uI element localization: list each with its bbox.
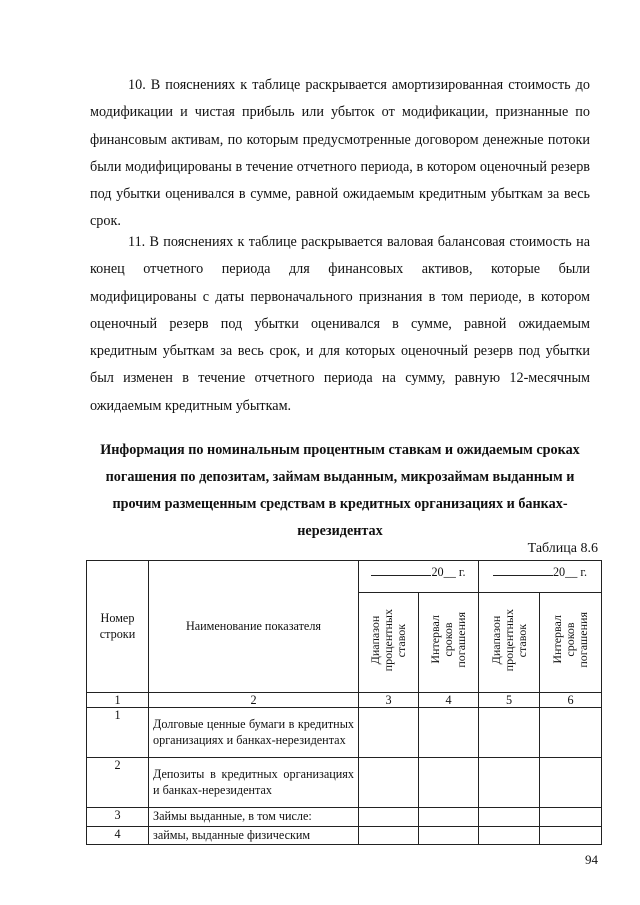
table-row: [87, 708, 602, 758]
header-period-2: [479, 561, 602, 593]
cell: [479, 808, 540, 827]
column-index-row: [87, 693, 602, 708]
row-number: 2: [87, 758, 149, 808]
cell: [540, 826, 602, 845]
paragraph-11: 11. В пояснениях к таблице раскрывается валовая балансовая стоимость на конец отчетного периода для финансовых активов, которые были модифицированы с даты первоначального признания в том периоде, в котором оценочный резерв под убытки оценивался в сумме, равной ожидаемым кредитным убыткам за весь срок, и для которых оценочный резерв под убытки был изменен в течение отчетного периода на сумму, равную 12-месячным ожидаемым кредитным убыткам.: [90, 234, 590, 414]
table-row: [87, 808, 602, 827]
cell: [359, 708, 419, 758]
cell: [359, 758, 419, 808]
row-name: Депозиты в кредитных организациях и банках-нерезидентах: [149, 758, 359, 808]
cell: [419, 758, 479, 808]
table-row: [87, 826, 602, 845]
table-heading: Информация по номинальным процентным ставкам и ожидаемым сроках погашения по депозитам, займам выданным, микрозаймам выданным и прочим размещенным средствам в кредитных организациях и банках-нерезидентах: [100, 442, 580, 539]
row-name: займы, выданные физическим: [149, 826, 359, 845]
row-name: Займы выданные, в том числе:: [149, 808, 359, 827]
header-rate-range-2: [479, 593, 540, 693]
column-index: 4: [419, 693, 479, 708]
column-index: 5: [479, 693, 540, 708]
cell: [479, 826, 540, 845]
column-index: 6: [540, 693, 602, 708]
header-maturity-1-text: Интервал сроков погашения: [428, 612, 468, 669]
period-blank-2: [493, 562, 553, 576]
period-blank-1: [371, 562, 431, 576]
column-index: 3: [359, 693, 419, 708]
header-maturity-2: [540, 593, 602, 693]
cell: [419, 826, 479, 845]
header-row-number: Номер строки: [87, 561, 149, 693]
header-maturity-1: [419, 593, 479, 693]
row-number: 4: [87, 826, 149, 845]
page-number: 94: [585, 852, 598, 867]
cell: [419, 708, 479, 758]
header-period-1: [359, 561, 479, 593]
row-name: Долговые ценные бумаги в кредитных организациях и банках-нерезидентах: [149, 708, 359, 758]
cell: [359, 808, 419, 827]
header-indicator-name: Наименование показателя: [149, 561, 359, 693]
cell: [479, 708, 540, 758]
column-index: 1: [87, 693, 149, 708]
cell: [540, 708, 602, 758]
period-suffix-1: 20__ г.: [431, 565, 466, 579]
row-number: 3: [87, 808, 149, 827]
table-row: [87, 758, 602, 808]
cell: [359, 826, 419, 845]
cell: [540, 808, 602, 827]
column-index: 2: [149, 693, 359, 708]
cell: [419, 808, 479, 827]
header-rate-range-1-text: Диапазон процентных ставок: [368, 609, 408, 672]
interest-rates-table: [86, 560, 602, 845]
cell: [479, 758, 540, 808]
cell: [540, 758, 602, 808]
table-caption: Таблица 8.6: [527, 541, 598, 556]
header-rate-range-2-text: Диапазон процентных ставок: [488, 609, 529, 672]
header-maturity-2-text: Интервал сроков погашения: [550, 612, 590, 669]
row-number: 1: [87, 708, 149, 758]
paragraph-10: 10. В пояснениях к таблице раскрывается амортизированная стоимость до модификации и чистая прибыль или убыток от модификации, признанные по финансовым активам, по которым предусмотренные договором денежные потоки были модифицированы в течение отчетного периода, в котором оценочный резерв под убытки оценивался в сумме, равной ожидаемым кредитным убыткам за весь срок.: [90, 77, 590, 230]
header-rate-range-1: [359, 593, 419, 693]
period-suffix-2: 20__ г.: [552, 565, 588, 579]
